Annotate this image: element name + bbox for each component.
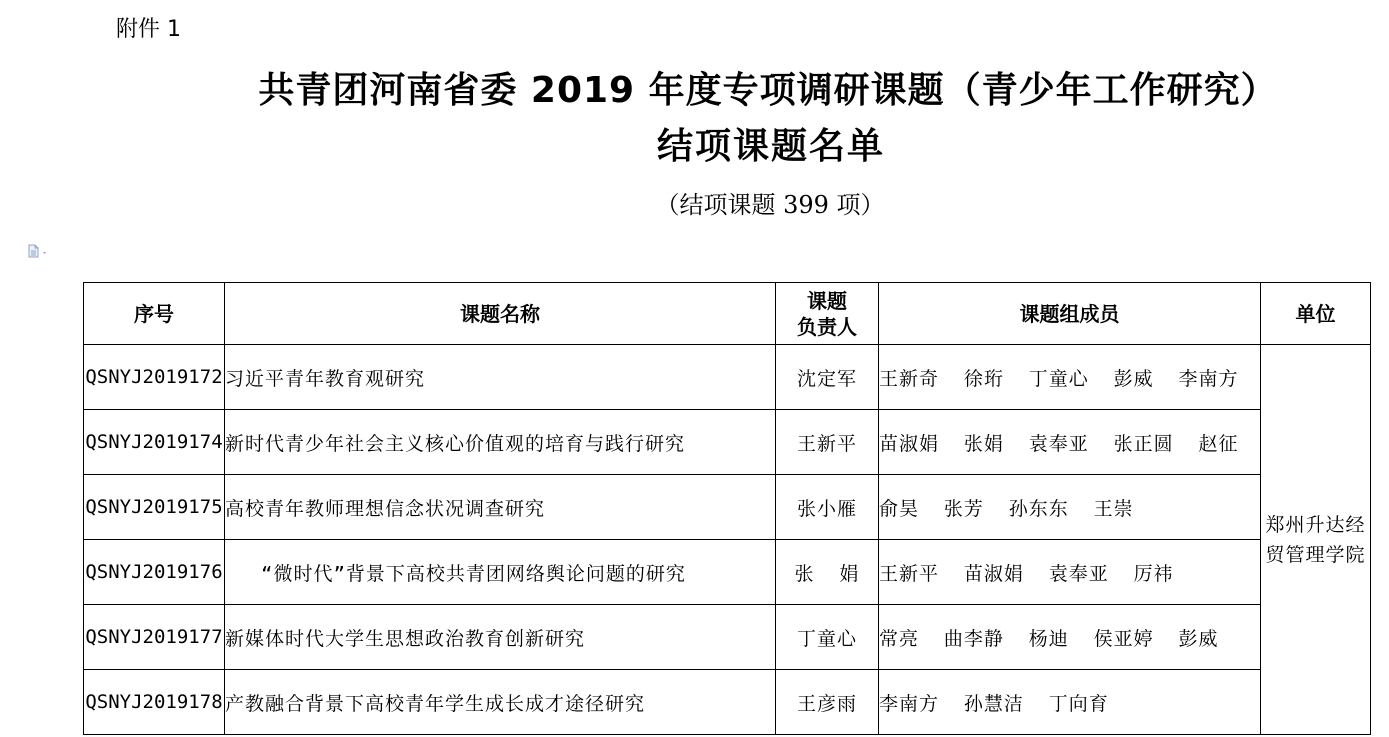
header-unit: 单位: [1261, 283, 1371, 345]
document-title-line2: 结项课题名单: [656, 126, 885, 167]
table-row: [84, 540, 1371, 605]
row-members: 王新平 苗淑娟 袁奉亚 厉祎: [879, 540, 1261, 605]
row-code: QSNYJ2019172: [84, 345, 225, 410]
unit-cell: 郑州升达经贸管理学院: [1261, 345, 1371, 735]
row-code: QSNYJ2019177: [84, 605, 225, 670]
row-members: 王新奇 徐珩 丁童心 彭威 李南方: [879, 345, 1261, 410]
row-leader: 沈定军: [776, 345, 879, 410]
row-topic: 新时代青少年社会主义核心价值观的培育与践行研究: [225, 410, 776, 475]
document-title: 共青团河南省委 2019 年度专项调研课题（青少年工作研究）: [258, 70, 1278, 111]
table-row: [84, 345, 1371, 410]
header-leader: [776, 283, 879, 345]
header-leader-line2: 负责人: [797, 314, 857, 339]
row-leader: 丁童心: [776, 605, 879, 670]
row-code: QSNYJ2019176: [84, 540, 225, 605]
row-leader: 王新平: [776, 410, 879, 475]
row-leader: 张 娟: [776, 540, 879, 605]
attachment-label: 附件 1: [116, 17, 181, 42]
row-topic: 习近平青年教育观研究: [225, 345, 776, 410]
row-members: 常亮 曲李静 杨迪 侯亚婷 彭威: [879, 605, 1261, 670]
document-icon[interactable]: [28, 244, 50, 258]
table-row: [84, 475, 1371, 540]
row-code: QSNYJ2019175: [84, 475, 225, 540]
row-topic: 产教融合背景下高校青年学生成长成才途径研究: [225, 670, 776, 735]
table-row: [84, 410, 1371, 475]
header-leader-line1: 课题: [807, 288, 847, 313]
document-subtitle: （结项课题 399 项）: [655, 191, 885, 219]
project-table: [83, 282, 1371, 735]
row-topic: 高校青年教师理想信念状况调查研究: [225, 475, 776, 540]
table-row: [84, 670, 1371, 735]
table-row: [84, 605, 1371, 670]
row-topic: “微时代”背景下高校共青团网络舆论问题的研究: [225, 540, 776, 605]
row-leader: 王彦雨: [776, 670, 879, 735]
row-members: 苗淑娟 张娟 袁奉亚 张正圆 赵征: [879, 410, 1261, 475]
row-members: 李南方 孙慧洁 丁向育: [879, 670, 1261, 735]
table-header-row: [84, 283, 1371, 345]
header-topic: 课题名称: [225, 283, 776, 345]
row-members: 俞昊 张芳 孙东东 王崇: [879, 475, 1261, 540]
row-code: QSNYJ2019178: [84, 670, 225, 735]
header-index: 序号: [84, 283, 225, 345]
row-topic: 新媒体时代大学生思想政治教育创新研究: [225, 605, 776, 670]
header-members: 课题组成员: [879, 283, 1261, 345]
row-leader: 张小雁: [776, 475, 879, 540]
row-code: QSNYJ2019174: [84, 410, 225, 475]
